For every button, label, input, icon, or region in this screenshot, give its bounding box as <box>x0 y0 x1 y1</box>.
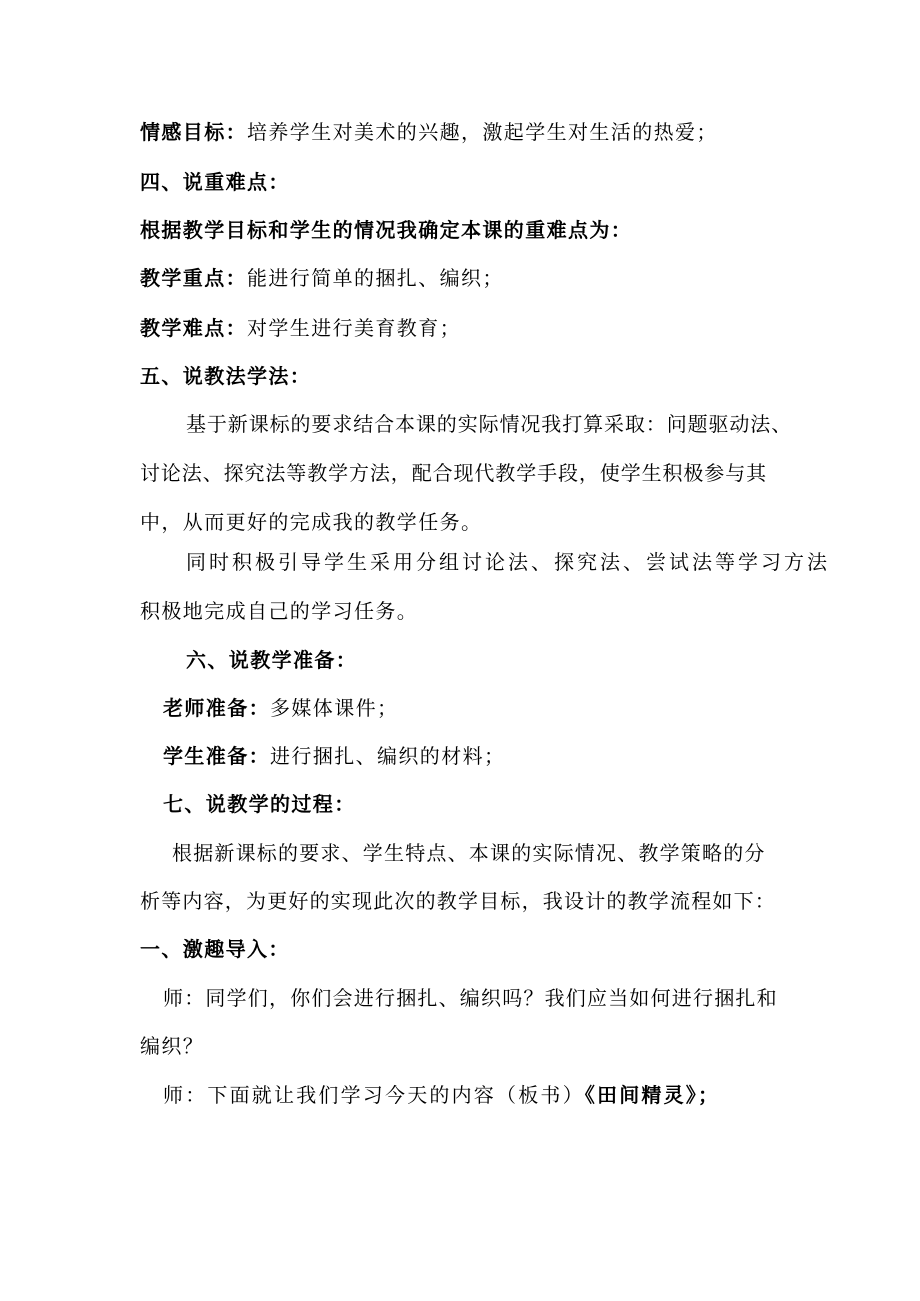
paragraph-line: 编织？ <box>140 1034 205 1058</box>
section-5-heading: 五、说教法学法： <box>140 364 312 388</box>
lesson-title: 《田间精灵》； <box>584 1083 721 1107</box>
affective-goal-line <box>140 118 718 146</box>
board-line <box>163 1081 720 1109</box>
difficult-point-text: 对学生进行美育教育； <box>247 316 461 340</box>
section-4-heading: 四、说重难点： <box>140 170 290 194</box>
teacher-prep-line <box>163 694 398 722</box>
paragraph-line: 中，从而更好的完成我的教学任务。 <box>140 510 483 534</box>
student-prep-text: 进行捆扎、编织的材料； <box>270 744 506 768</box>
paragraph-line: 同时积极引导学生采用分组讨论法、探究法、尝试法等学习方法 <box>186 550 830 574</box>
affective-goal-label: 情感目标： <box>140 120 247 144</box>
step-1-heading: 一、激趣导入： <box>140 937 290 961</box>
paragraph-line: 积极地完成自己的学习任务。 <box>140 599 419 623</box>
paragraph-line: 基于新课标的要求结合本课的实际情况我打算采取：问题驱动法、 <box>186 412 793 436</box>
difficult-point-line <box>140 314 461 342</box>
key-point-label: 教学重点： <box>140 266 247 290</box>
section-7-heading: 七、说教学的过程： <box>163 792 356 816</box>
paragraph-line: 析等内容，为更好的实现此次的教学目标，我设计的教学流程如下： <box>140 889 776 913</box>
paragraph-line: 师：同学们，你们会进行捆扎、编织吗？我们应当如何进行捆扎和 <box>163 986 778 1010</box>
teacher-prep-label: 老师准备： <box>163 696 270 720</box>
section-6-heading: 六、说教学准备： <box>186 648 358 672</box>
section-4-intro: 根据教学目标和学生的情况我确定本课的重难点为： <box>140 218 633 242</box>
board-text: 师：下面就让我们学习今天的内容（板书） <box>163 1083 585 1107</box>
student-prep-label: 学生准备： <box>163 744 270 768</box>
difficult-point-label: 教学难点： <box>140 316 247 340</box>
teacher-prep-text: 多媒体课件； <box>270 696 399 720</box>
key-point-line <box>140 264 504 292</box>
paragraph-line: 讨论法、探究法等教学方法，配合现代教学手段，使学生积极参与其 <box>140 461 767 485</box>
student-prep-line <box>163 742 505 770</box>
key-point-text: 能进行简单的捆扎、编织； <box>247 266 504 290</box>
paragraph-line: 根据新课标的要求、学生特点、本课的实际情况、教学策略的分 <box>172 841 766 865</box>
affective-goal-text: 培养学生对美术的兴趣，激起学生对生活的热爱； <box>247 120 718 144</box>
